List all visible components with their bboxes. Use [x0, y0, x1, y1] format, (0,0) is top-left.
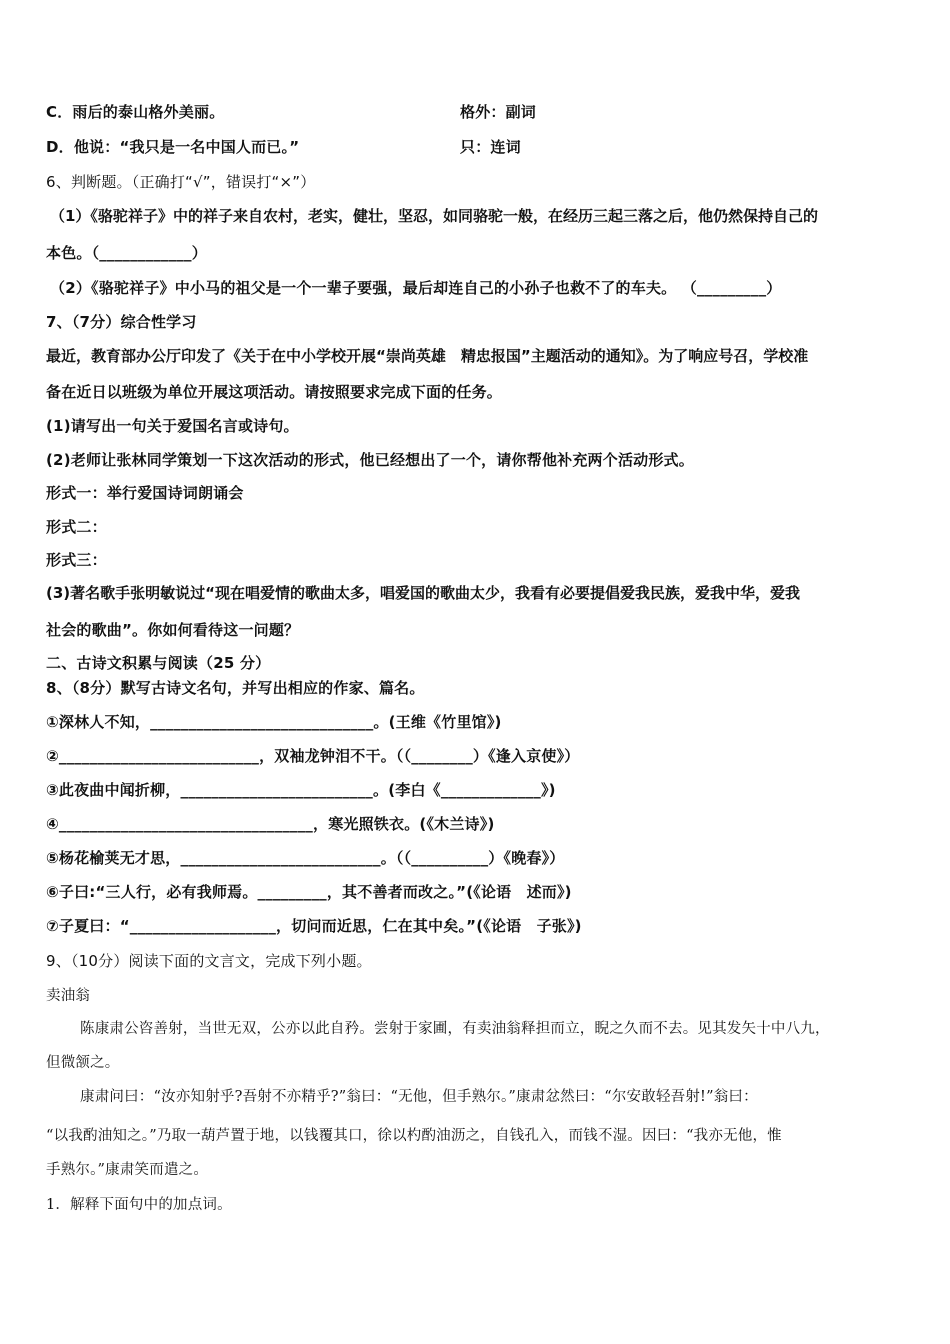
option-c-answer: 格外：副词	[460, 103, 537, 121]
passage-para1-line2: 但微颔之。	[46, 1055, 120, 1071]
q7-intro-line2: 备在近日以班级为单位开展这项活动。请按照要求完成下面的任务。	[46, 383, 503, 401]
q8-item-1: ①深林人不知，_____________________________。(王维《竹里馆》)	[46, 713, 502, 731]
q7-task3-line1: (3)著名歌手张明敏说过“现在唱爱情的歌曲太多，唱爱国的歌曲太少，我看有必要提倡爱我民族，爱我中华，爱我	[46, 584, 801, 602]
q6-title: 6、判断题。（正确打“√”，错误打“×”）	[46, 173, 316, 191]
q7-title: 7、（7分）综合性学习	[46, 313, 197, 331]
q8-item-4: ④_________________________________，寒光照铁衣。(《木兰诗》)	[46, 815, 495, 833]
q6-item1-line1: （1）《骆驼祥子》中的祥子来自农村，老实，健壮，坚忍，如同骆驼一般，在经历三起三落之后，他仍然保持自己的	[50, 207, 818, 225]
q7-form1: 形式一：举行爱国诗词朗诵会	[46, 484, 244, 502]
option-c-row	[46, 102, 224, 122]
q7-task1: (1)请写出一句关于爱国名言或诗句。	[46, 417, 299, 435]
q8-item-5: ⑤杨花榆荚无才思，__________________________。（（__________）《晚春》）	[46, 849, 565, 867]
q9-sub1: 1．解释下面句中的加点词。	[46, 1197, 232, 1213]
q7-task3-line2: 社会的歌曲”。你如何看待这一问题？	[46, 621, 300, 639]
q7-intro-line1: 最近，教育部办公厅印发了《关于在中小学校开展“崇尚英雄 精忠报国”主题活动的通知》。为了响应号召，学校准	[46, 347, 809, 365]
option-d-row	[46, 137, 299, 157]
q9-title: 9、（10分）阅读下面的文言文，完成下列小题。	[46, 952, 372, 970]
q7-task2: (2)老师让张林同学策划一下这次活动的形式，他已经想出了一个，请你帮他补充两个活动形式。	[46, 451, 694, 469]
q6-item2: （2）《骆驼祥子》中小马的祖父是一个一辈子要强，最后却连自己的小孙子也救不了的车夫。 （_________）	[50, 279, 782, 297]
option-c-text: C．雨后的泰山格外美丽。	[46, 103, 225, 121]
passage-para1-line1: 陈康肃公咨善射，当世无双，公亦以此自矜。尝射于家圃，有卖油翁释担而立，睨之久而不去。见其发矢十中八九，	[80, 1021, 830, 1037]
q8-item-3: ③此夜曲中闻折柳，_________________________。(李白《_____________》)	[46, 781, 556, 799]
q8-item-2: ②__________________________，双袖龙钟泪不干。（（________）《逢入京使》）	[46, 747, 580, 765]
passage-para2-line3: 手熟尔。”康肃笑而遣之。	[46, 1162, 209, 1178]
part2-heading: 二、古诗文积累与阅读（25 分）	[46, 654, 271, 672]
passage-para2-line1: 康肃问曰：“汝亦知射乎?吾射不亦精乎?”翁曰：“无他，但手熟尔。”康肃忿然曰：“尔安敢轻吾射!”翁曰：	[80, 1089, 758, 1105]
option-d-text: D．他说：“我只是一名中国人而已。”	[46, 138, 300, 156]
q8-item-7: ⑦子夏曰：“___________________，切问而近思，仁在其中矣。”(《论语 子张》)	[46, 917, 582, 935]
passage-title: 卖油翁	[46, 988, 91, 1004]
q6-item1-line2: 本色。（____________）	[46, 244, 207, 262]
passage-para2-line2: “以我酌油知之。”乃取一葫芦置于地，以钱覆其口，徐以杓酌油沥之，自钱孔入，而钱不湿。因曰：“我亦无他，惟	[46, 1128, 782, 1144]
q8-item-6: ⑥子曰:“三人行，必有我师焉。_________，其不善者而改之。”(《论语 述而》)	[46, 883, 572, 901]
q7-form2: 形式二：	[46, 518, 107, 536]
q7-form3: 形式三：	[46, 551, 107, 569]
q8-title: 8、（8分）默写古诗文名句，并写出相应的作家、篇名。	[46, 679, 425, 697]
option-d-answer: 只：连词	[460, 138, 521, 156]
